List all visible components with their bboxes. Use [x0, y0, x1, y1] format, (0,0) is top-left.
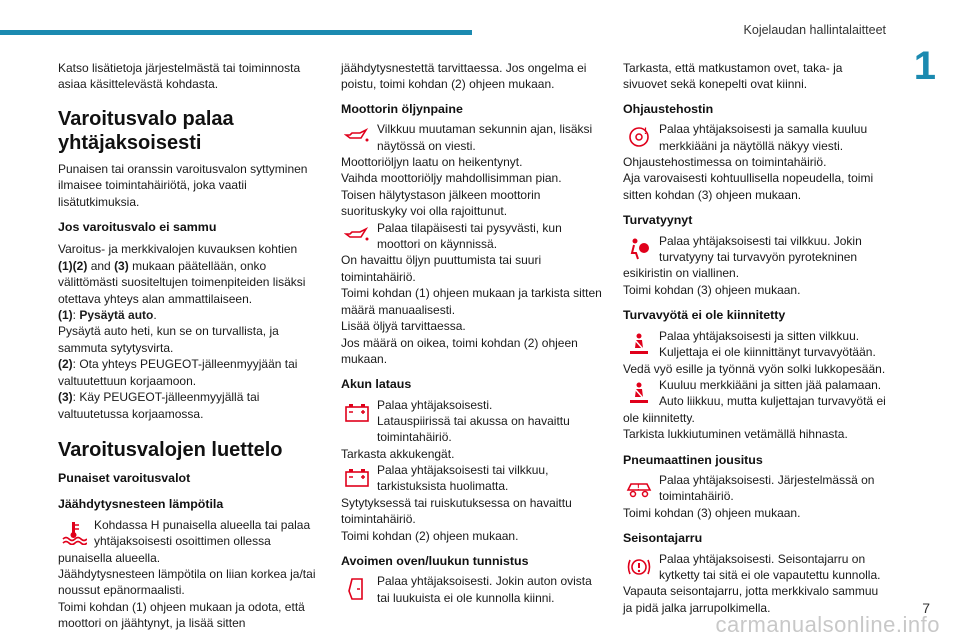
heading-steering: Ohjaustehostin	[623, 101, 714, 116]
ref-1-colon: :	[72, 308, 80, 323]
door-continued: Tarkasta, että matkustamon ovet, taka- ja sivuovet sekä konepelti ovat kiinni.	[623, 61, 843, 92]
steering-entry	[623, 121, 889, 154]
not-off-text-2: mukaan päätellään, onko välittömästi suositeltujen toimenpiteiden lisäksi otettava yhteys alan ammattilaiseen.	[58, 258, 306, 306]
coolant-temperature-icon	[58, 518, 90, 548]
heading-oil: Moottorin öljynpaine	[341, 101, 463, 116]
steering-text-c: Aja varovaisesti kohtuullisella nopeudella, toimi sitten kohdan (3) ohjeen mukaan.	[623, 171, 874, 202]
heading-battery: Akun lataus	[341, 377, 412, 392]
parking-brake-icon	[623, 552, 655, 582]
battery-text-2c: Toimi kohdan (2) ohjeen mukaan.	[341, 528, 519, 543]
belt-entry-2	[623, 377, 889, 426]
tyre-text-a: Palaa yhtäjaksoisesti. Järjestelmässä on toimintahäiriö.	[659, 472, 875, 504]
pneumatic-suspension-icon	[623, 473, 655, 503]
seatbelt-icon	[623, 329, 655, 359]
battery-text-2a: Palaa yhtäjaksoisesti tai vilkkuu, tarkistuksista huolimatta.	[377, 462, 549, 494]
heading-brake: Seisontajarru	[623, 531, 703, 546]
tyre-text-b: Toimi kohdan (3) ohjeen mukaan.	[623, 505, 801, 520]
heading-tyre: Pneumaattinen jousitus	[623, 452, 763, 467]
belt-text-2a: Kuuluu merkkiääni ja sitten jää palamaan. Auto liikkuu, mutta kuljettajan turvavyötä ei ole kiinnitetty.	[623, 377, 886, 425]
heading-belt: Turvavyötä ei ole kiinnitetty	[623, 308, 786, 323]
oil-text-2d: Lisää öljyä tarvittaessa.	[341, 319, 466, 334]
svg-text:!: !	[637, 482, 640, 492]
door-open-icon	[341, 574, 373, 604]
not-off-text	[58, 241, 320, 307]
heading-airbag: Turvatyynyt	[623, 213, 693, 228]
ref-3-label: (3)	[58, 390, 73, 405]
heading-not-off: Jos varoitusvalo ei sammu	[58, 220, 217, 235]
oil-text-2c: Toimi kohdan (1) ohjeen mukaan ja tarkista sitten määrä manuaalisesti.	[341, 286, 602, 317]
intro-text: Katso lisätietoja järjestelmästä tai toiminnosta asiaa käsittelevästä kohdasta.	[58, 61, 301, 92]
oil-text-1d: Toisen hälytystason jälkeen moottorin suorituskyky voi olla rajoittunut.	[341, 187, 541, 219]
column-1	[58, 60, 320, 632]
oil-text-2a: Palaa tilapäisesti tai pysyvästi, kun moottori on käynnissä.	[377, 220, 562, 252]
svg-text:!: !	[644, 126, 647, 137]
ref-2-text: : Ota yhteys PEUGEOT-jälleenmyyjään tai valtuutettuun korjaamoon.	[58, 357, 298, 388]
page-number: 7	[922, 600, 930, 616]
coolant-continued: jäähdytysnestettä tarvittaessa. Jos ongelma ei poistu, toimi kohdan (2) ohjeen mukaan.	[341, 61, 587, 92]
oil-text-2b: On havaittu öljyn puuttumista tai suuri toimintahäiriö.	[341, 253, 542, 284]
coolant-text-1: Kohdassa H punaisella alueella tai palaa yhtäjaksoisesti osoittimen ollessa punaisella alueella.	[58, 517, 311, 565]
power-steering-icon	[623, 122, 655, 152]
heading-intermittent: Varoitusvalo palaa yhtäjaksoisesti	[58, 107, 234, 154]
coolant-text-2: Jäähdytysnesteen lämpötila on liian korkea ja/tai noussut epänormaalisti.	[58, 566, 316, 598]
airbag-text-b: Toimi kohdan (3) ohjeen mukaan.	[623, 282, 801, 297]
battery-text-1c: Tarkasta akkukengät.	[341, 446, 455, 461]
oil-text-1b: Moottoriöljyn laatu on heikentynyt.	[341, 155, 523, 170]
ref-1-dot: .	[153, 308, 157, 323]
battery-charge-icon	[341, 398, 373, 428]
ref-1-bold: Pysäytä auto	[79, 308, 154, 323]
intermittent-text: Punaisen tai oranssin varoitusvalon syttyminen ilmaisee toimintahäiriötä, joka vaatii lisätutkimuksia.	[58, 161, 308, 209]
steering-text-a: Palaa yhtäjaksoisesti ja samalla kuuluu merkkiääni ja näytöllä näkyy viesti.	[659, 122, 868, 153]
section-title: Kojelaudan hallintalaitteet	[743, 23, 886, 37]
heading-coolant: Jäähdytysnesteen lämpötila	[58, 497, 224, 512]
belt-text-1a: Palaa yhtäjaksoisesti ja sitten vilkkuu. Kuljettaja ei ole kiinnittänyt turvavyötään.	[659, 328, 876, 360]
seatbelt-icon	[623, 378, 655, 408]
brake-text-b: Vapauta seisontajarru, jotta merkkivalo sammuu ja pidä jalka jarrupolkimella.	[623, 584, 879, 615]
tyre-entry	[623, 472, 889, 505]
steering-text-b: Ohjaustehostimessa on toimintahäiriö.	[623, 155, 827, 170]
heading-red-lights: Punaiset varoitusvalot	[58, 470, 191, 485]
door-text: Palaa yhtäjaksoisesti. Jokin auton ovista tai luukuista ei ole kunnolla kiinni.	[377, 574, 592, 605]
airbag-icon	[623, 234, 655, 264]
battery-charge-icon	[341, 463, 373, 493]
ref-1-line	[58, 307, 320, 323]
ref-2-line	[58, 356, 320, 389]
column-2	[341, 60, 606, 606]
ref-3-text: : Käy PEUGEOT-jälleenmyyjällä tai valtuutetussa korjaamossa.	[58, 390, 260, 421]
coolant-entry	[58, 517, 320, 566]
belt-entry-1	[623, 328, 889, 361]
battery-text-1a: Palaa yhtäjaksoisesti.	[377, 397, 493, 412]
ref-1-text: Pysäytä auto heti, kun se on turvallista, ja sammuta sytytysvirta.	[58, 324, 279, 355]
coolant-text-3: Toimi kohdan (1) ohjeen mukaan ja odota, että moottori on jäähtynyt, ja lisää sitten	[58, 599, 305, 631]
battery-text-2b: Sytytyksessä tai ruiskutuksessa on havaittu toimintahäiriö.	[341, 495, 572, 527]
chapter-number: 1	[913, 44, 936, 88]
oil-entry-1	[341, 121, 606, 154]
oil-pressure-icon	[341, 122, 373, 152]
battery-entry-2	[341, 462, 606, 495]
watermark: carmanualsonline.info	[715, 612, 940, 637]
oil-pressure-icon	[341, 221, 373, 251]
belt-text-1b: Vedä vyö esille ja työnnä vyön solki lukkopesään.	[623, 361, 886, 376]
door-entry	[341, 573, 606, 606]
belt-text-2b: Tarkista lukkiutuminen vetämällä hihnasta.	[623, 427, 848, 442]
heading-door: Avoimen oven/luukun tunnistus	[341, 553, 529, 568]
and-text: and	[90, 258, 111, 273]
ref-12: (1)(2)	[58, 258, 88, 273]
not-off-text-1: Varoitus- ja merkkivalojen kuvauksen kohtien	[58, 242, 298, 257]
ref-3-line	[58, 389, 320, 422]
oil-text-1c: Vaihda moottoriöljy mahdollisimman pian.	[341, 171, 562, 186]
oil-entry-2	[341, 220, 606, 253]
heading-list: Varoitusvalojen luettelo	[58, 438, 283, 461]
ref-1-label: (1)	[58, 308, 73, 323]
header-accent-bar	[0, 30, 472, 35]
brake-entry	[623, 551, 889, 584]
oil-text-1a: Vilkkuu muutaman sekunnin ajan, lisäksi näytössä on viesti.	[377, 122, 593, 153]
brake-text-a: Palaa yhtäjaksoisesti. Seisontajarru on kytketty tai sitä ei ole vapautettu kunnolla.	[659, 551, 881, 582]
ref-3: (3)	[114, 258, 129, 273]
airbag-entry	[623, 233, 889, 282]
ref-2-label: (2)	[58, 357, 73, 372]
column-3	[623, 60, 889, 616]
oil-text-2e: Jos määrä on oikea, toimi kohdan (2) ohjeen mukaan.	[341, 335, 578, 366]
battery-text-1b: Latauspiirissä tai akussa on havaittu toimintahäiriö.	[377, 413, 570, 445]
airbag-text-a: Palaa yhtäjaksoisesti tai vilkkuu. Jokin turvatyyny tai turvavyön pyrotekninen esikiristin on viallinen.	[623, 233, 862, 281]
